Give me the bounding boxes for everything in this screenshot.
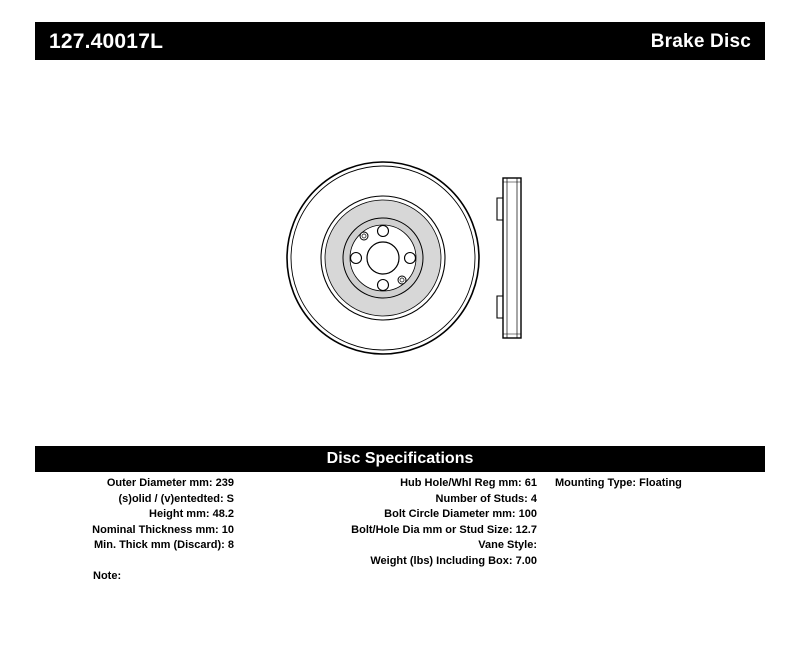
product-type: Brake Disc xyxy=(650,30,751,52)
specs-right-column xyxy=(545,476,765,492)
spec-item: (s)olid / (v)entedted: S xyxy=(118,492,234,505)
spec-item: Hub Hole/Whl Reg mm: 61 xyxy=(400,477,537,489)
spec-item: Min. Thick mm (Discard): 8 xyxy=(94,539,234,551)
header-bar xyxy=(35,22,765,60)
spec-item: Mounting Type: Floating xyxy=(555,477,682,489)
spec-item: Number of Studs: 4 xyxy=(435,492,537,505)
spec-item: Vane Style: xyxy=(478,539,537,551)
disc-specifications-bar xyxy=(35,446,765,472)
spec-item: Height mm: 48.2 xyxy=(149,508,234,520)
spec-item: Nominal Thickness mm: 10 xyxy=(92,523,234,536)
product-drawing xyxy=(35,70,765,430)
note-label: Note: xyxy=(93,570,122,582)
specs-middle-column xyxy=(240,476,545,569)
spec-item: Weight (lbs) Including Box: 7.00 xyxy=(370,554,537,567)
spec-item: Outer Diameter mm: 239 xyxy=(106,477,234,489)
brake-disc-side-view xyxy=(497,178,521,338)
part-number: 127.40017L xyxy=(49,29,164,53)
specs-title: Disc Specifications xyxy=(326,450,474,467)
specifications-table xyxy=(35,476,765,569)
specs-left-column xyxy=(35,476,240,554)
spec-item: Bolt Circle Diameter mm: 100 xyxy=(384,508,537,520)
spec-item: Bolt/Hole Dia mm or Stud Size: 12.7 xyxy=(351,523,537,536)
brake-disc-face-view xyxy=(287,162,479,354)
